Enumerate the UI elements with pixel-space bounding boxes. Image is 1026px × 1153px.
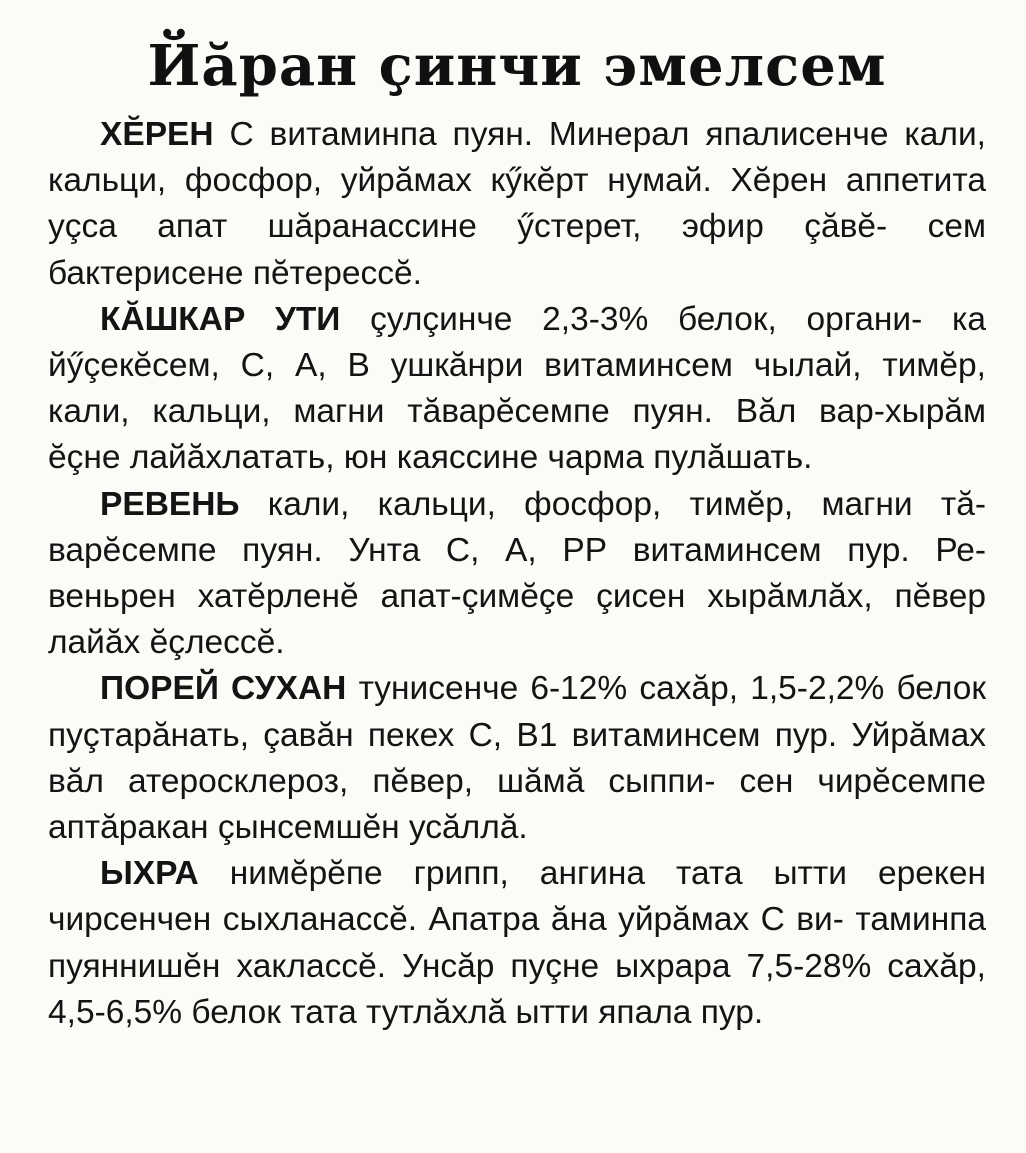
paragraph-line: вар-хырăм ĕçне лайăхлатать, юн каяссине чарма (48, 393, 986, 477)
article-body (48, 112, 986, 1036)
paragraph-lead-term: ПОРЕЙ СУХАН (100, 670, 347, 708)
article-paragraph (48, 112, 986, 297)
paragraph-line: сем бактерисене пĕтерессĕ. (48, 208, 986, 292)
paragraph-line: 7,5-28% сахăр, 4,5-6,5% белок тата тутлăхлă ытти (48, 947, 986, 1031)
paragraph-line: чирсенчен сыхланассĕ. Апатра ăна уйрăмах С ви- (48, 901, 844, 939)
paragraph-line: тимĕр, кали, кальци, магни тăварĕсемпе пуян. Вăл (48, 347, 986, 431)
article-paragraph (48, 851, 986, 1036)
paragraph-line: кали, кальци, фосфор, тимĕр, магни тă- (267, 485, 986, 523)
paragraph-line: кали, кальци, фосфор, уйрăмах кӳкĕрт нумай. Хĕрен (48, 116, 986, 200)
paragraph-lead-term: ЫХРА (100, 855, 199, 893)
paragraph-line: ка йӳçекĕсем, С, А, В ушкăнри витаминсем чылай, (48, 300, 986, 385)
article-paragraph (48, 297, 986, 482)
paragraph-line: веньрен хатĕрленĕ апат-çимĕçе çисен хырăмлăх, (48, 578, 873, 616)
paragraph-line: варĕсемпе пуян. Унта С, А, РР витаминсем пур. Ре- (48, 531, 986, 569)
paragraph-line: пур. Уйрăмах вăл атеросклероз, пĕвер, шăмă сыппи- (48, 716, 986, 800)
article-paragraph (48, 482, 986, 667)
paragraph-line: сен чирĕсемпе аптăракан çынсемшĕн усăллă. (48, 762, 986, 847)
article-title: Йăран çинчи эмелсем (147, 33, 887, 99)
paragraph-line: çулçинче 2,3-3% белок, органи- (370, 300, 923, 338)
paragraph-line: таминпа пуяннишĕн хаклассĕ. Унсăр пуçне ыхрара (48, 901, 986, 985)
paragraph-line: нимĕрĕпе грипп, ангина тата ытти ерекен (229, 855, 987, 893)
paragraph-lead-term: ХĔРЕН (100, 116, 214, 153)
paragraph-line: пулăшать. (653, 439, 813, 477)
paragraph-lead-term: КĂШКАР УТИ (100, 300, 341, 338)
paragraph-line: белок пуçтарăнать, çавăн пекех С, В1 витаминсем (48, 670, 987, 754)
paragraph-line: япала пур. (598, 993, 764, 1031)
paragraph-line: тунисенче 6-12% сахăр, 1,5-2,2% (358, 670, 885, 708)
paragraph-line: аппетита уçса апат шăранассине ӳстерет, эфир çăвĕ- (48, 162, 986, 246)
paragraph-lead-term: РЕВЕНЬ (100, 485, 240, 523)
paragraph-line: пĕвер лайăх ĕçлессĕ. (48, 578, 986, 662)
article-paragraph (48, 666, 986, 851)
paragraph-line: С витаминпа пуян. Минерал япалисенче (229, 116, 889, 153)
